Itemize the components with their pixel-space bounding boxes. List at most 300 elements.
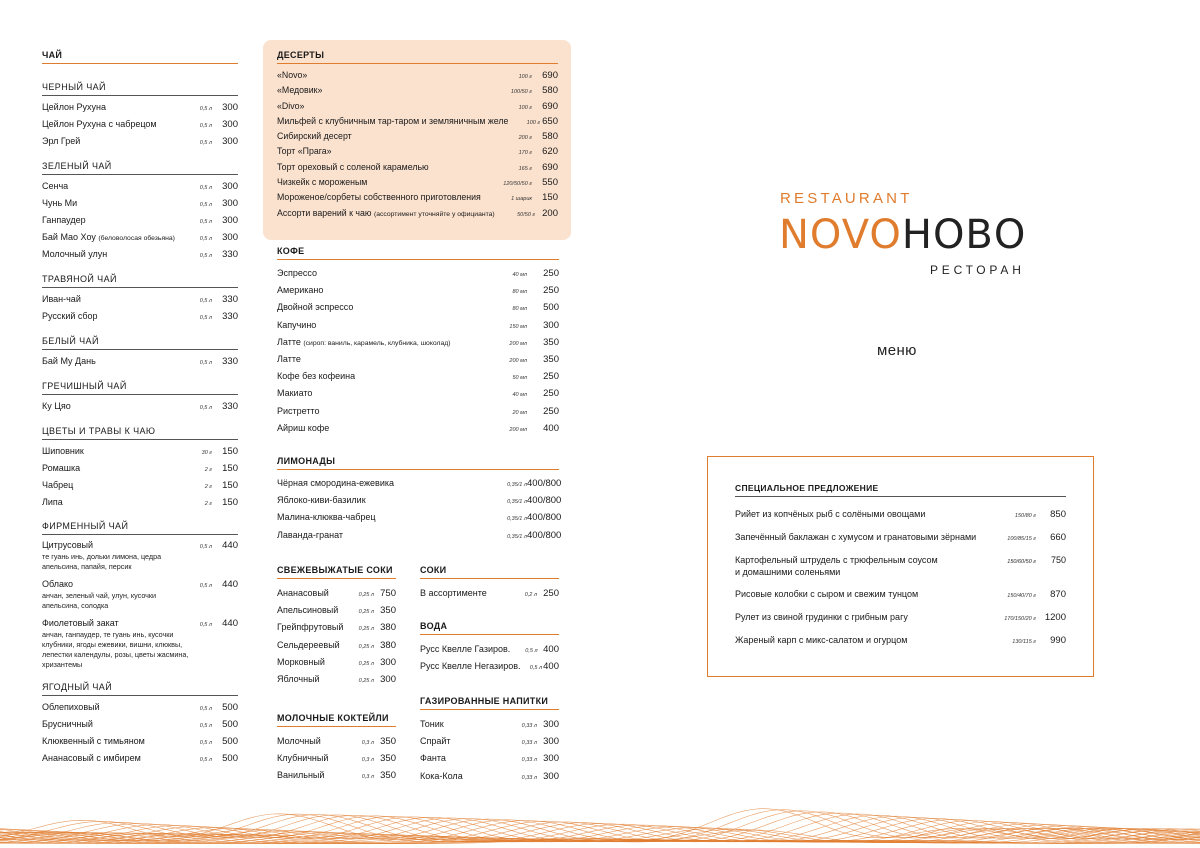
menu-item-row <box>277 160 558 175</box>
item-quantity: 0,5 л <box>199 360 212 366</box>
item-name: Сибирский десерт <box>277 131 352 142</box>
item-price: 620 <box>542 146 558 158</box>
item-quantity: 0,5 л <box>199 544 212 550</box>
menu-item-row <box>277 299 559 316</box>
special-title: СПЕЦИАЛЬНОЕ ПРЕДЛОЖЕНИЕ <box>735 483 1066 497</box>
menu-item-row <box>42 733 238 750</box>
item-name: Цитрусовый <box>42 540 93 550</box>
juice-items <box>277 585 396 688</box>
item-quantity: 100 г <box>518 104 532 111</box>
item-price: 300 <box>222 102 238 113</box>
item-price: 150 <box>222 480 238 491</box>
item-name: Двойной эспрессо <box>277 302 354 313</box>
item-price: 400/800 <box>527 529 562 541</box>
item-name: «Divo» <box>277 100 305 111</box>
item-name: Латте <box>277 353 301 364</box>
item-quantity: 0,5 л <box>199 140 212 146</box>
menu-item-row <box>277 637 396 654</box>
item-quantity: 0,35/1 л <box>507 533 527 540</box>
item-name: Молочный <box>277 736 321 746</box>
tea-group <box>42 381 238 415</box>
berry-items <box>42 699 238 767</box>
item-price: 250 <box>543 285 559 297</box>
item-price: 440 <box>222 540 238 551</box>
item-quantity: 50 мл <box>512 375 527 382</box>
item-name: Ганпаудер <box>42 215 86 225</box>
lemonade-items <box>277 475 562 544</box>
menu-item-row <box>42 699 238 716</box>
menu-item-row <box>735 503 1066 526</box>
item-price: 500 <box>222 736 238 747</box>
item-quantity: 1 шарик <box>511 196 532 203</box>
item-price: 300 <box>380 673 396 685</box>
coffee-section <box>277 246 559 437</box>
item-price: 330 <box>222 356 238 367</box>
menu-item-row <box>277 509 562 526</box>
item-price: 870 <box>1050 589 1066 600</box>
item-price: 380 <box>380 622 396 634</box>
item-quantity: 80 мл <box>512 306 527 313</box>
item-name: Облако <box>42 579 74 589</box>
item-price: 330 <box>222 401 238 412</box>
item-quantity: 0,5 л <box>199 315 212 321</box>
item-name-line1: Картофельный штрудель с трюфельным соусом <box>735 555 938 565</box>
menu-item-row <box>277 492 562 509</box>
item-price: 330 <box>222 294 238 305</box>
item-price: 500 <box>222 702 238 713</box>
item-name: Лаванда-гранат <box>277 529 344 540</box>
item-quantity: 0,5 л <box>199 405 212 411</box>
menu-item-row <box>277 282 559 299</box>
item-quantity: 0,3 л <box>361 757 374 764</box>
menu-item-row <box>420 733 559 750</box>
item-price: 300 <box>222 232 238 243</box>
group-title: ЗЕЛЕНЫЙ ЧАЙ <box>42 161 238 175</box>
item-name: Сенча <box>42 181 69 191</box>
item-name: «Медовик» <box>277 85 323 96</box>
item-quantity: 150 мл <box>509 323 527 330</box>
item-quantity: 0,35/1 л <box>507 499 527 506</box>
item-price: 250 <box>543 588 559 599</box>
menu-item-row <box>277 265 559 282</box>
item-name: Торт «Прага» <box>277 146 332 157</box>
item-price: 350 <box>380 753 396 765</box>
item-price: 350 <box>380 605 396 617</box>
menu-item-row <box>42 577 238 591</box>
desserts-box <box>263 40 571 240</box>
item-name: Молочный улун <box>42 249 108 259</box>
item-quantity: 150/40/70 г <box>1007 593 1036 599</box>
item-name: Эрл Грей <box>42 136 81 146</box>
menu-item-row <box>277 368 559 385</box>
menu-item-row <box>277 619 396 636</box>
item-price: 300 <box>543 736 559 748</box>
item-price: 300 <box>222 215 238 226</box>
item-name: Жареный карп с микс-салатом и огурцом <box>735 635 908 645</box>
item-quantity: 0,5 л <box>199 622 212 628</box>
item-price: 350 <box>543 336 559 348</box>
menu-item-row <box>42 494 238 511</box>
item-name: Айриш кофе <box>277 422 330 433</box>
menu-item-row <box>420 750 559 767</box>
item-quantity: 0,33 л <box>521 723 537 729</box>
item-quantity: 0,5 л <box>199 723 212 729</box>
item-quantity: 0,25 л <box>358 677 374 684</box>
tea-group <box>42 274 238 325</box>
menu-item-row <box>277 671 396 688</box>
item-name: Рисовые колобки с сыром и свежим тунцом <box>735 589 919 599</box>
special-items <box>735 503 1066 652</box>
item-quantity: 0,5 л <box>199 583 212 589</box>
item-price: 300 <box>222 119 238 130</box>
item-price: 550 <box>542 177 558 189</box>
item-quantity: 100 г <box>518 74 532 80</box>
item-quantity: 0,25 л <box>358 660 374 667</box>
menu-item-row <box>277 654 396 671</box>
item-price: 400/800 <box>527 495 562 507</box>
item-price: 150 <box>222 463 238 474</box>
item-quantity: 2 г <box>204 484 212 490</box>
item-quantity: 40 мл <box>512 272 527 278</box>
item-price: 330 <box>222 249 238 260</box>
item-description: те гуань инь, дольки лимона, цедра апельсина, папайя, персик <box>42 552 162 571</box>
menu-item-row <box>42 353 238 370</box>
item-name: Капучино <box>277 319 317 330</box>
item-name: Сельдереевый <box>277 639 340 650</box>
item-name: Торт ореховый с соленой карамелью <box>277 161 429 172</box>
dessert-items <box>277 68 558 221</box>
item-name: Рулет из свиной грудинки с грибным рагу <box>735 612 908 622</box>
item-name: Яблочный <box>277 673 320 684</box>
milkshakes-title: МОЛОЧНЫЕ КОКТЕЙЛИ <box>277 713 396 727</box>
item-description: анчан, зеленый чай, улун, кусочки апельсина, солодка <box>42 591 157 610</box>
menu-item-row <box>277 83 558 98</box>
menu-item-row <box>277 420 559 437</box>
item-quantity: 80 мл <box>512 289 527 296</box>
item-price: 350 <box>380 736 396 747</box>
item-name: Ассорти варений к чаю (ассортимент уточняйте у официанта) <box>277 207 495 218</box>
item-price: 690 <box>542 100 558 112</box>
item-name: Русс Квелле Негазиров. <box>420 661 521 672</box>
item-name: Цейлон Рухуна <box>42 102 106 112</box>
menu-item-row <box>277 750 396 767</box>
item-price: 440 <box>222 618 238 629</box>
menu-item-row <box>42 616 238 630</box>
item-price: 400/800 <box>527 478 562 489</box>
coffee-title: КОФЕ <box>277 246 559 260</box>
item-price: 440 <box>222 579 238 590</box>
item-price: 200 <box>542 207 558 219</box>
group-title: ГРЕЧИШНЫЙ ЧАЙ <box>42 381 238 395</box>
item-quantity: 200 мл <box>509 340 527 347</box>
item-quantity: 150/80 г <box>1014 513 1036 519</box>
item-quantity: 0,5 л <box>199 298 212 304</box>
item-name: Кока-Кола <box>420 770 463 781</box>
menu-item-row <box>42 750 238 767</box>
item-price: 300 <box>543 319 559 331</box>
item-quantity: 0,33 л <box>521 774 537 781</box>
item-price: 400/800 <box>527 512 562 524</box>
menu-item-row <box>420 658 559 675</box>
item-quantity: 0,5 л <box>199 757 212 763</box>
item-quantity: 0,25 л <box>358 643 374 650</box>
item-description: анчан, ганпаудер, те гуань инь, кусочки клубники, ягоды ежевики, вишни, клюквы, лепестки календулы, розы, цветы жасмина, хризантемы <box>42 630 189 669</box>
item-price: 400 <box>543 644 559 655</box>
item-quantity: 165 г <box>518 165 532 172</box>
item-quantity: 200 г <box>518 135 532 142</box>
item-price: 300 <box>380 656 396 668</box>
juices-title: СВЕЖЕВЫЖАТЫЕ СОКИ <box>277 565 396 579</box>
item-price: 750 <box>1050 555 1066 565</box>
brand-novo-latin: NOVO <box>779 212 902 258</box>
tea-group <box>42 336 238 370</box>
menu-item-row <box>420 641 559 658</box>
menu-item-row <box>277 175 558 190</box>
item-price: 400 <box>543 422 559 434</box>
item-name: В ассортименте <box>420 588 487 598</box>
item-quantity: 0,5 л <box>199 202 212 208</box>
item-name: Мороженое/сорбеты собственного приготовления <box>277 192 481 203</box>
menu-item-row <box>277 385 559 402</box>
item-quantity: 200 мл <box>509 426 527 433</box>
item-price: 300 <box>222 136 238 147</box>
item-quantity: 30 г <box>201 450 212 456</box>
menu-item-row <box>420 585 559 602</box>
item-name: Тоник <box>420 719 444 729</box>
water-section <box>420 621 559 675</box>
item-name: Клубничный <box>277 753 329 764</box>
item-name: Цейлон Рухуна с чабрецом <box>42 119 157 129</box>
item-quantity: 150/60/50 г <box>1007 559 1036 565</box>
menu-item-row <box>277 403 559 420</box>
menu-item-row <box>277 475 562 492</box>
item-price: 350 <box>543 353 559 365</box>
item-quantity: 170/150/20 г <box>1004 616 1036 622</box>
item-quantity: 0,5 л <box>199 236 212 242</box>
menu-item-row <box>42 443 238 460</box>
menu-item-row <box>277 733 396 750</box>
item-price: 580 <box>542 85 558 97</box>
item-price: 250 <box>543 388 559 400</box>
item-note: (сироп: ваниль, карамель, клубника, шоколад) <box>303 339 451 347</box>
item-name: Кофе без кофеина <box>277 371 356 382</box>
menu-item-row <box>277 99 558 114</box>
menu-item-row <box>735 629 1066 652</box>
item-name: Липа <box>42 497 63 507</box>
item-quantity: 170 г <box>518 150 532 157</box>
item-quantity: 40 мл <box>512 392 527 399</box>
tea-column <box>42 50 238 767</box>
item-name: Брусничный <box>42 719 93 729</box>
menu-item-row <box>42 212 238 229</box>
group-title: ЯГОДНЫЙ ЧАЙ <box>42 682 238 696</box>
brand-logo <box>779 212 1026 258</box>
item-name: Фанта <box>420 753 446 764</box>
menu-item-row <box>277 351 559 368</box>
item-name: Спрайт <box>420 736 451 747</box>
item-price: 150 <box>542 192 558 204</box>
item-name: Русс Квелле Газиров. <box>420 644 511 654</box>
lemonades-title: ЛИМОНАДЫ <box>277 456 559 470</box>
menu-item-row <box>42 133 238 150</box>
soki-title: СОКИ <box>420 565 559 579</box>
menu-item-row <box>277 114 558 129</box>
menu-item-row <box>277 190 558 205</box>
item-price: 690 <box>542 161 558 173</box>
item-note: (ассортимент уточняйте у официанта) <box>373 210 495 218</box>
item-name: Чизкейк с мороженым <box>277 177 368 188</box>
item-quantity: 0,5 л <box>199 106 212 112</box>
item-price: 350 <box>380 770 396 782</box>
menu-heading: меню <box>877 342 917 359</box>
water-title: ВОДА <box>420 621 559 635</box>
item-quantity: 0,5 л <box>529 665 543 672</box>
item-quantity: 0,33 л <box>521 757 537 764</box>
item-name: Запечённый баклажан с хумусом и гранатовыми зёрнами <box>735 532 977 542</box>
tea-group <box>42 426 238 511</box>
juices-section <box>277 565 396 688</box>
water-items <box>420 641 559 675</box>
menu-item-row <box>277 317 559 334</box>
menu-item-row <box>277 585 396 602</box>
soki-section <box>420 565 559 602</box>
item-price: 690 <box>542 70 558 81</box>
item-quantity: 0,3 л <box>361 740 374 746</box>
item-name: Облепиховый <box>42 702 100 712</box>
item-name: Макиато <box>277 388 313 399</box>
special-offer-box <box>707 456 1094 677</box>
menu-item-row <box>42 308 238 325</box>
item-price: 850 <box>1050 509 1066 520</box>
item-name-line2: и домашними соленьями <box>735 567 841 577</box>
item-name: «Novo» <box>277 70 308 80</box>
item-quantity: 0,33 л <box>521 740 537 747</box>
item-quantity: 2 г <box>204 501 212 507</box>
menu-item-row <box>277 334 559 351</box>
item-name: Эспрессо <box>277 268 317 278</box>
item-name: Бай Мао Хоу (беловолосая обезьяна) <box>42 232 175 242</box>
item-name: Малина-клюква-чабрец <box>277 512 376 523</box>
item-price: 400 <box>543 661 559 673</box>
menu-item-row <box>42 178 238 195</box>
menu-item-row <box>42 538 238 552</box>
item-name: Морковный <box>277 656 325 667</box>
item-quantity: 0,25 л <box>358 592 374 598</box>
item-name: Апельсиновый <box>277 605 339 616</box>
menu-item-row <box>735 526 1066 549</box>
item-price: 300 <box>543 719 559 730</box>
item-price: 500 <box>222 753 238 764</box>
signature-tea-group <box>42 521 238 670</box>
item-price: 300 <box>222 198 238 209</box>
item-quantity: 100/50 г <box>510 89 532 96</box>
item-quantity: 0,35/1 л <box>507 482 527 488</box>
menu-item-row <box>735 583 1066 606</box>
item-name: Ристретто <box>277 405 320 416</box>
soda-title: ГАЗИРОВАННЫЕ НАПИТКИ <box>420 696 559 710</box>
item-price: 300 <box>543 753 559 765</box>
item-name: Ромашка <box>42 463 81 473</box>
item-quantity: 0,3 л <box>361 774 374 781</box>
menu-item-row <box>735 549 1066 583</box>
item-quantity: 0,5 л <box>199 706 212 712</box>
item-price: 330 <box>222 311 238 322</box>
brand-restaurant-label: RESTAURANT <box>780 190 913 207</box>
brand-restoran-label: РЕСТОРАН <box>930 263 1025 277</box>
item-quantity: 0,35/1 л <box>507 516 527 523</box>
lemonades-section <box>277 456 562 544</box>
berry-tea-group <box>42 682 238 767</box>
menu-item-row <box>42 195 238 212</box>
brand-novo-cyrillic: НОВО <box>901 212 1027 258</box>
menu-item-row <box>42 116 238 133</box>
item-name: Рийет из копчёных рыб с солёными овощами <box>735 509 926 519</box>
menu-item-row <box>277 144 558 159</box>
menu-item-row <box>42 229 238 246</box>
item-name: Ванильный <box>277 770 325 781</box>
menu-item-row <box>277 206 558 221</box>
item-quantity: 0,5 л <box>199 740 212 746</box>
item-name: Чунь Ми <box>42 198 78 208</box>
item-price: 150 <box>222 497 238 508</box>
item-quantity: 0,5 л <box>199 219 212 225</box>
group-title: ЧЕРНЫЙ ЧАЙ <box>42 82 238 96</box>
item-price: 650 <box>542 115 558 127</box>
signature-items <box>42 538 238 670</box>
tea-section-title: ЧАЙ <box>42 50 238 64</box>
group-title: ФИРМЕННЫЙ ЧАЙ <box>42 521 238 535</box>
item-price: 300 <box>543 770 559 782</box>
menu-item-row <box>42 291 238 308</box>
item-price: 1200 <box>1044 612 1066 623</box>
menu-item-row <box>42 246 238 263</box>
item-quantity: 0,5 л <box>525 648 538 654</box>
item-name: Ку Цяо <box>42 401 71 411</box>
item-quantity: 120/50/50 г <box>503 181 532 188</box>
menu-item-row <box>42 477 238 494</box>
item-quantity: 100 г <box>526 119 541 126</box>
item-quantity: 200 мл <box>509 357 527 364</box>
item-name: Грейпфрутовый <box>277 622 344 633</box>
tea-group <box>42 161 238 263</box>
item-quantity: 0,5 л <box>199 123 212 129</box>
item-quantity: 100/85/15 г <box>1007 536 1036 542</box>
tea-group <box>42 82 238 150</box>
item-price: 750 <box>380 588 396 599</box>
item-name <box>735 554 988 578</box>
item-price: 660 <box>1050 532 1066 543</box>
item-price: 250 <box>543 405 559 417</box>
item-quantity: 50/50 г <box>517 211 536 218</box>
menu-item-row <box>42 716 238 733</box>
item-name: Чабрец <box>42 480 74 490</box>
item-quantity: 0,25 л <box>358 626 374 633</box>
item-name: Русский сбор <box>42 311 98 321</box>
group-title: ТРАВЯНОЙ ЧАЙ <box>42 274 238 288</box>
item-price: 250 <box>543 371 559 383</box>
menu-item-row <box>735 606 1066 629</box>
item-name: Чёрная смородина-ежевика <box>277 478 394 488</box>
item-name: Клюквенный с тимьяном <box>42 736 145 746</box>
coffee-items <box>277 265 559 437</box>
menu-item-row <box>420 716 559 733</box>
decorative-wave-pattern <box>0 770 1200 848</box>
item-quantity: 130/115 г <box>1012 639 1036 645</box>
item-price: 500 <box>543 302 559 314</box>
item-name: Американо <box>277 285 324 296</box>
menu-item-row <box>42 398 238 415</box>
menu-item-row <box>277 129 558 144</box>
